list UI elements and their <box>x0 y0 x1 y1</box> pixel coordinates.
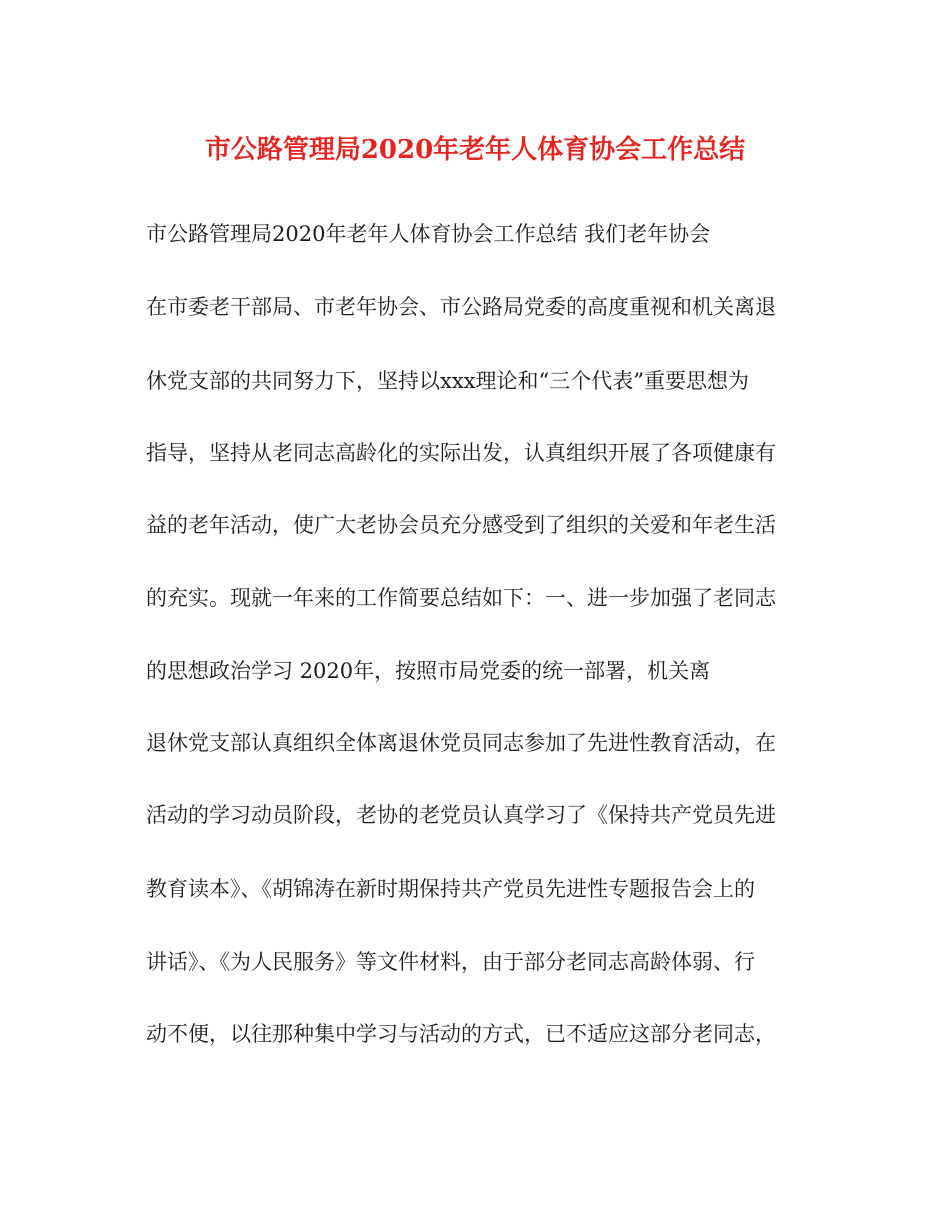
document-title: 市公路管理局2020年老年人体育协会工作总结 <box>204 135 746 165</box>
body-line-11: 讲话》、《为人民服务》等文件材料，由于部分老同志高龄体弱、行 <box>146 950 755 974</box>
body-line-4: 指导，坚持从老同志高龄化的实际出发，认真组织开展了各项健康有 <box>146 441 776 465</box>
body-line-10: 教育读本》、《胡锦涛在新时期保持共产党员先进性专题报告会上的 <box>146 877 755 901</box>
body-line-8: 退休党支部认真组织全体离退休党员同志参加了先进性教育活动，在 <box>146 731 776 755</box>
body-line-2: 在市委老干部局、市老年协会、市公路局党委的高度重视和机关离退 <box>146 295 776 319</box>
body-line-9: 活动的学习动员阶段，老协的老党员认真学习了《保持共产党员先进 <box>146 803 776 827</box>
body-line-5: 益的老年活动，使广大老协会员充分感受到了组织的关爱和年老生活 <box>146 513 776 537</box>
body-line-6: 的充实。现就一年来的工作简要总结如下：一、进一步加强了老同志 <box>146 586 776 610</box>
body-line-7: 的思想政治学习 2020年，按照市局党委的统一部署，机关离 <box>146 659 711 683</box>
body-line-12: 动不便，以往那种集中学习与活动的方式，已不适应这部分老同志， <box>146 1022 776 1046</box>
body-line-3: 休党支部的共同努力下，坚持以xxx理论和“三个代表”重要思想为 <box>146 369 749 393</box>
body-line-1: 市公路管理局2020年老年人体育协会工作总结 我们老年协会 <box>146 222 711 246</box>
